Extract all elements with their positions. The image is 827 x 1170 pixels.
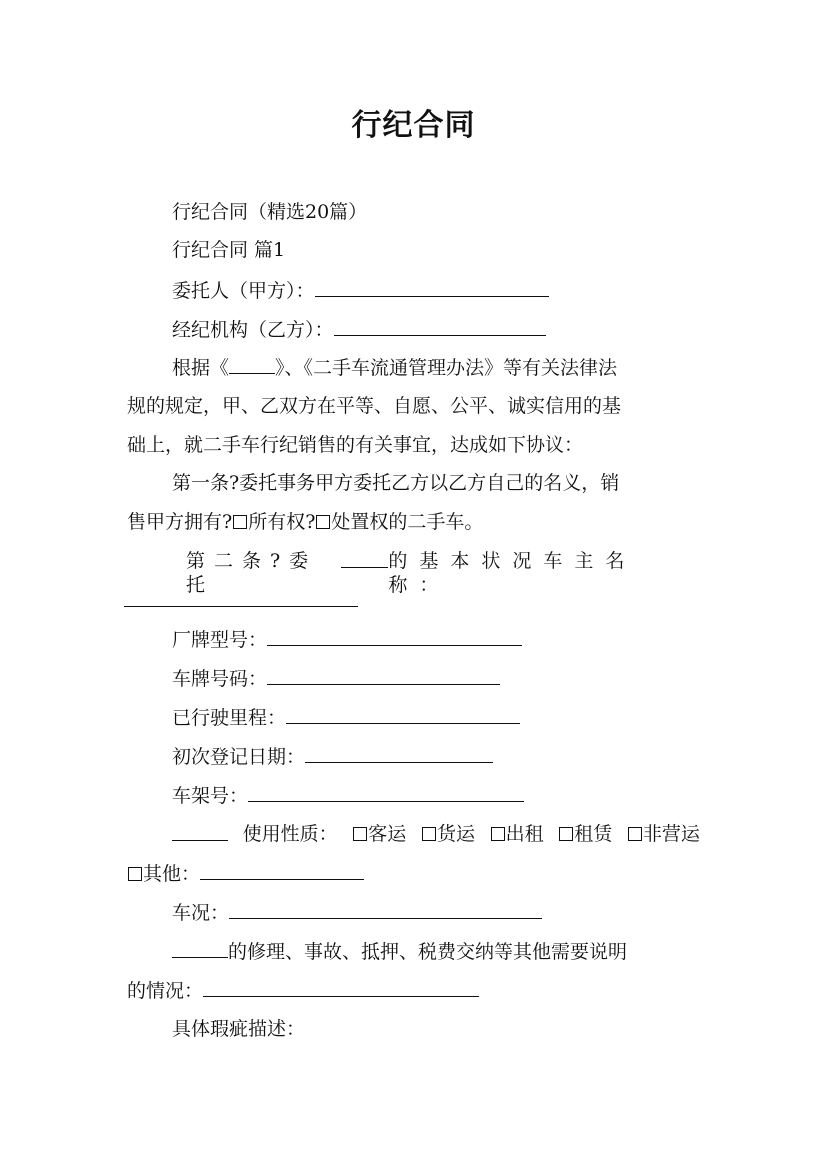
article-1-line-1: 第一条?委托事务甲方委托乙方以乙方自己的名义，销 — [172, 472, 620, 494]
vin-label: 车架号： — [172, 785, 249, 807]
plate-line — [172, 666, 500, 691]
art2-blank[interactable] — [341, 549, 388, 568]
section-heading: 行纪合同 篇1 — [172, 239, 286, 261]
article-1-line-2 — [127, 510, 483, 534]
paragraph-1-line-1 — [172, 355, 617, 380]
art1-text-a: 售甲方拥有? — [127, 511, 233, 533]
usage-option-3: 出租 — [505, 823, 544, 845]
brand-line — [172, 627, 522, 652]
subtitle: 行纪合同（精选20篇） — [172, 201, 368, 223]
usage-option-4: 租赁 — [574, 823, 613, 845]
usage-option-checkbox-2[interactable] — [422, 827, 436, 841]
law-blank[interactable] — [229, 355, 275, 374]
usage-option-checkbox-4[interactable] — [559, 827, 573, 841]
situation-label: 的情况： — [127, 980, 204, 1002]
document-title: 行纪合同 — [351, 108, 476, 143]
situation-line — [127, 978, 479, 1003]
paragraph-1-line-2: 规的规定，甲、乙双方在平等、自愿、公平、诚实信用的基 — [127, 395, 622, 417]
situation-blank[interactable] — [203, 978, 479, 997]
regdate-label: 初次登记日期： — [172, 746, 306, 768]
mileage-blank[interactable] — [286, 705, 520, 724]
other-blank[interactable] — [200, 861, 364, 880]
art2-text-a: 第二条?委托 — [186, 550, 318, 596]
usage-other-checkbox[interactable] — [128, 867, 142, 881]
condition-blank[interactable] — [229, 900, 542, 919]
owner-name-line — [124, 588, 358, 613]
art2-text-b: 的基本状况车主名称： — [388, 550, 637, 596]
owner-name-blank[interactable] — [124, 588, 358, 607]
other-label: 其他： — [143, 863, 201, 885]
broker-label: 经纪机构（乙方）： — [172, 319, 334, 341]
vin-line — [172, 783, 524, 808]
mileage-line — [172, 705, 520, 730]
usage-option-checkbox-1[interactable] — [353, 827, 367, 841]
broker-line — [172, 317, 546, 342]
paragraph-1-line-3: 础上，就二手车行纪销售的有关事宜，达成如下协议： — [127, 434, 584, 456]
condition-line — [172, 900, 542, 925]
art1-text-c: 处置权的二手车。 — [331, 511, 484, 533]
usage-option-checkbox-3[interactable] — [491, 827, 505, 841]
repair-blank[interactable] — [172, 939, 228, 958]
defect-line: 具体瑕疵描述： — [172, 1018, 306, 1040]
usage-option-1: 客运 — [368, 823, 407, 845]
usage-line — [172, 822, 700, 846]
regdate-line — [172, 744, 493, 769]
usage-blank[interactable] — [172, 822, 228, 841]
regdate-blank[interactable] — [305, 744, 493, 763]
repair-line — [172, 939, 627, 964]
brand-blank[interactable] — [267, 627, 522, 646]
usage-option-5: 非营运 — [642, 823, 700, 845]
brand-label: 厂牌型号： — [172, 629, 268, 651]
usage-option-2: 货运 — [436, 823, 475, 845]
art1-text-b: 所有权? — [248, 511, 316, 533]
plate-label: 车牌号码： — [172, 668, 268, 690]
principal-blank[interactable] — [315, 278, 549, 297]
usage-other-line — [127, 861, 364, 886]
p1-text-b: 》、《二手车流通管理办法》等有关法律法 — [275, 357, 618, 379]
condition-label: 车况： — [172, 902, 230, 924]
p1-text-a: 根据《 — [172, 357, 230, 379]
principal-label: 委托人（甲方）： — [172, 280, 315, 302]
disposal-checkbox[interactable] — [316, 515, 330, 529]
repair-text: 的修理、事故、抵押、税费交纳等其他需要说明 — [228, 941, 628, 963]
ownership-checkbox[interactable] — [233, 515, 247, 529]
usage-option-checkbox-5[interactable] — [628, 827, 642, 841]
usage-label: 使用性质： — [242, 823, 338, 845]
principal-line — [172, 278, 549, 303]
broker-blank[interactable] — [334, 317, 546, 336]
plate-blank[interactable] — [267, 666, 500, 685]
mileage-label: 已行驶里程： — [172, 707, 287, 729]
vin-blank[interactable] — [248, 783, 524, 802]
